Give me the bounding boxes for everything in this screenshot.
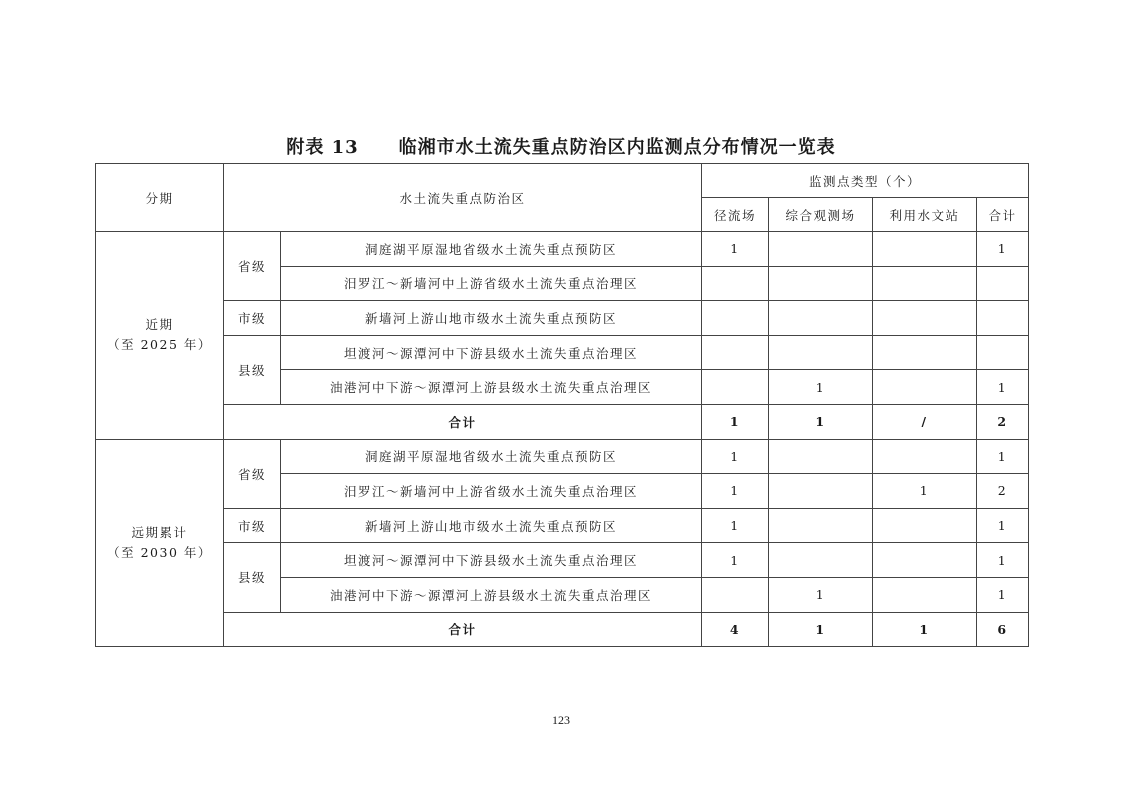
zone-cell: 洞庭湖平原湿地省级水土流失重点预防区 (281, 232, 702, 267)
total-row (96, 612, 1029, 647)
table-row (96, 439, 1029, 474)
level-cell: 县级 (224, 335, 281, 404)
value-cell (977, 266, 1029, 301)
table-row (96, 301, 1029, 336)
value-cell (702, 301, 769, 336)
table-number: 附表 13 (286, 137, 359, 158)
total-value: 2 (977, 404, 1029, 439)
table-row (96, 543, 1029, 578)
total-value: 6 (977, 612, 1029, 647)
header-zone: 水土流失重点防治区 (224, 164, 702, 232)
value-cell: 1 (977, 370, 1029, 405)
value-cell (873, 439, 977, 474)
value-cell: 1 (977, 232, 1029, 267)
value-cell: 1 (977, 543, 1029, 578)
total-label: 合计 (224, 404, 702, 439)
zone-cell: 油港河中下游～源潭河上游县级水土流失重点治理区 (281, 577, 702, 612)
total-value: 1 (769, 404, 873, 439)
value-cell (873, 577, 977, 612)
zone-cell: 汨罗江～新墙河中上游省级水土流失重点治理区 (281, 266, 702, 301)
total-value: / (873, 404, 977, 439)
value-cell (769, 543, 873, 578)
header-col-runoff: 径流场 (702, 198, 769, 232)
header-col-hydro-station: 利用水文站 (873, 198, 977, 232)
total-label: 合计 (224, 612, 702, 647)
value-cell (769, 439, 873, 474)
value-cell: 1 (702, 474, 769, 509)
period-cell (96, 232, 224, 440)
value-cell: 1 (769, 370, 873, 405)
level-cell: 省级 (224, 439, 281, 508)
zone-cell: 新墙河上游山地市级水土流失重点预防区 (281, 301, 702, 336)
value-cell (873, 266, 977, 301)
value-cell: 1 (702, 543, 769, 578)
zone-cell: 洞庭湖平原湿地省级水土流失重点预防区 (281, 439, 702, 474)
value-cell: 1 (873, 474, 977, 509)
header-period: 分期 (96, 164, 224, 232)
value-cell: 2 (977, 474, 1029, 509)
total-value: 1 (702, 404, 769, 439)
value-cell: 1 (977, 577, 1029, 612)
period-sub: （至 2025 年） (107, 337, 212, 353)
page-number: 123 (552, 713, 570, 727)
level-cell: 市级 (224, 508, 281, 543)
total-row (96, 404, 1029, 439)
zone-cell: 油港河中下游～源潭河上游县级水土流失重点治理区 (281, 370, 702, 405)
table-row (96, 232, 1029, 267)
table-row (96, 335, 1029, 370)
value-cell (769, 266, 873, 301)
value-cell: 1 (702, 232, 769, 267)
table-row (96, 508, 1029, 543)
value-cell (769, 508, 873, 543)
value-cell (977, 301, 1029, 336)
zone-cell: 汨罗江～新墙河中上游省级水土流失重点治理区 (281, 474, 702, 509)
value-cell (873, 370, 977, 405)
period-cell (96, 439, 224, 647)
value-cell (702, 335, 769, 370)
period-label: 近期 (145, 317, 174, 333)
value-cell: 1 (977, 508, 1029, 543)
value-cell (977, 335, 1029, 370)
value-cell (702, 370, 769, 405)
value-cell (873, 508, 977, 543)
value-cell (873, 301, 977, 336)
value-cell: 1 (769, 577, 873, 612)
value-cell: 1 (702, 508, 769, 543)
monitoring-points-table (95, 163, 1029, 647)
total-value: 1 (769, 612, 873, 647)
period-sub: （至 2030 年） (107, 544, 212, 560)
value-cell (769, 474, 873, 509)
value-cell (769, 232, 873, 267)
header-col-comprehensive: 综合观测场 (769, 198, 873, 232)
header-row-1 (96, 164, 1029, 198)
value-cell: 1 (977, 439, 1029, 474)
value-cell (769, 335, 873, 370)
value-cell: 1 (702, 439, 769, 474)
value-cell (873, 543, 977, 578)
total-value: 1 (873, 612, 977, 647)
value-cell (702, 266, 769, 301)
zone-cell: 坦渡河～源潭河中下游县级水土流失重点治理区 (281, 335, 702, 370)
header-col-total: 合计 (977, 198, 1029, 232)
table-title (0, 133, 1122, 159)
value-cell (873, 232, 977, 267)
level-cell: 省级 (224, 232, 281, 301)
value-cell (702, 577, 769, 612)
level-cell: 市级 (224, 301, 281, 336)
level-cell: 县级 (224, 543, 281, 612)
zone-cell: 坦渡河～源潭河中下游县级水土流失重点治理区 (281, 543, 702, 578)
zone-cell: 新墙河上游山地市级水土流失重点预防区 (281, 508, 702, 543)
total-value: 4 (702, 612, 769, 647)
value-cell (873, 335, 977, 370)
table-caption: 临湘市水土流失重点防治区内监测点分布情况一览表 (398, 137, 836, 158)
header-types-group: 监测点类型（个） (702, 164, 1029, 198)
period-label: 远期累计 (131, 524, 188, 540)
value-cell (769, 301, 873, 336)
